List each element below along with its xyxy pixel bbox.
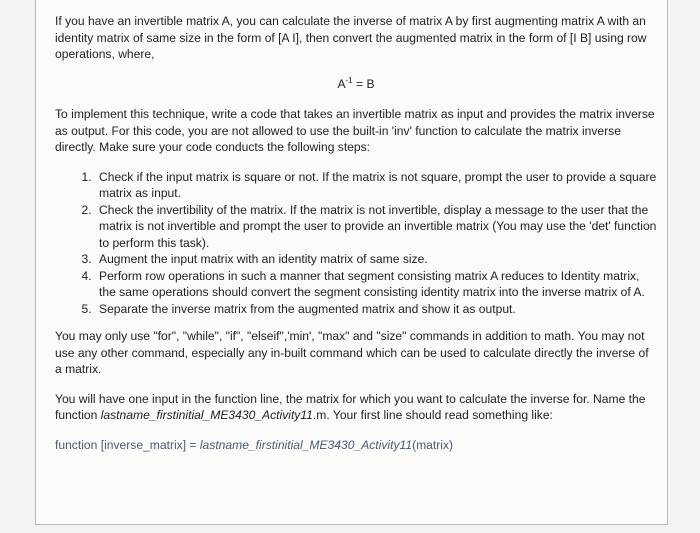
- formula-exponent: -1: [345, 75, 353, 85]
- document-page: [35, 0, 668, 525]
- input-note-paragraph: [55, 391, 657, 424]
- step-item: 4. Perform row operations in such a manner that segment consisting matrix A reduces to Identity matrix, the same operations should convert the segment consisting identity matrix into the inverse matrix of A.: [95, 268, 657, 301]
- code-prefix: function [inverse_matrix] =: [55, 437, 200, 452]
- function-name: lastname_firstinitial_ME3430_Activity11: [100, 408, 313, 422]
- intro-paragraph: If you have an invertible matrix A, you can calculate the inverse of matrix A by first augmenting matrix A with an identity matrix of same size in the form of [A I], then convert the augmented matrix in the form of [I B] using row operations, where,: [55, 14, 647, 61]
- step-item: 2. Check the invertibility of the matrix. If the matrix is not invertible, display a message to the user that the matrix is not invertible and prompt the user to provide an invertible matrix (You may use the 'det' function to perform this task).: [95, 202, 657, 252]
- code-function-name: lastname_firstinitial_ME3430_Activity11: [199, 437, 413, 452]
- step-item: 1. Check if the input matrix is square or not. If the matrix is not square, prompt the user to provide a square matrix as input.: [95, 169, 657, 202]
- steps-list: [55, 169, 657, 318]
- formula-lhs: A: [337, 76, 346, 91]
- task-paragraph: To implement this technique, write a code that takes an invertible matrix as input and provides the matrix inverse as output. For this code, you are not allowed to use the built-in 'inv' function to calculate the matrix inverse directly. Make sure your code conducts the following steps:: [55, 107, 655, 154]
- restriction-paragraph: You may only use "for", "while", "if", "elseif",'min', "max" and "size" commands in addition to math. You may not use any other command, especially any in-built command which can be used to calculate directly the inverse of a matrix.: [55, 329, 649, 376]
- code-line: [55, 437, 657, 454]
- code-suffix: (matrix): [412, 437, 454, 452]
- formula-rhs: = B: [356, 76, 375, 91]
- inverse-formula: [55, 76, 657, 93]
- step-item: 3. Augment the input matrix with an identity matrix of same size.: [95, 251, 657, 268]
- input-note-part2: .m. Your first line should read something like:: [312, 408, 553, 422]
- step-item: 5. Separate the inverse matrix from the augmented matrix and show it as output.: [95, 301, 657, 318]
- input-note-part1: You will have one input in the function line, the matrix for which you want to calculate the inverse for. Name the function: [55, 391, 646, 422]
